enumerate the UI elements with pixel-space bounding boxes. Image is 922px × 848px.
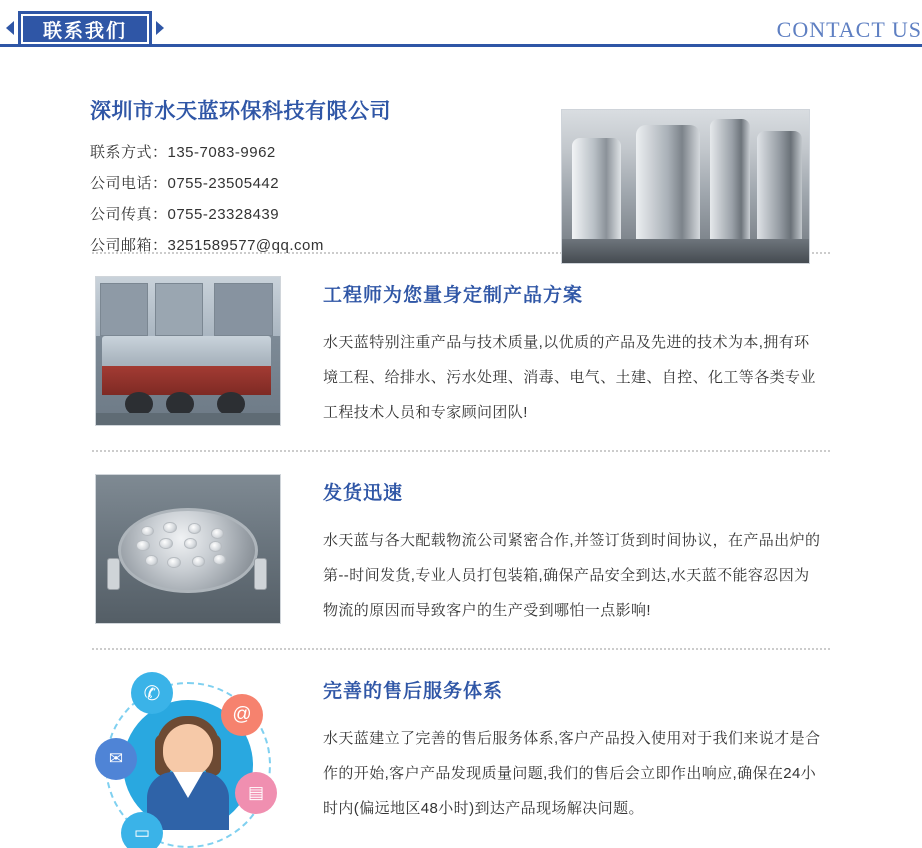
section-title-english: CONTACT US bbox=[776, 17, 922, 42]
feature-title: 工程师为您量身定制产品方案 bbox=[323, 285, 584, 306]
feature-title: 完善的售后服务体系 bbox=[323, 681, 504, 702]
company-contact-fax: 公司传真：0755-23328439 bbox=[90, 206, 280, 223]
feature-body bbox=[323, 672, 823, 848]
customer-service-illustration bbox=[95, 672, 281, 848]
company-info-block bbox=[0, 47, 922, 252]
company-contact-phone: 公司电话：0755-23505442 bbox=[90, 175, 280, 192]
company-name: 深圳市水天蓝环保科技有限公司 bbox=[90, 100, 391, 123]
chat-icon: ▭ bbox=[121, 812, 163, 848]
company-contact-mobile: 联系方式：135-7083-9962 bbox=[90, 144, 276, 161]
feature-text: 水天蓝建立了完善的售后服务体系,客户产品投入使用对于我们来说才是合作的开始,客户产品发现质量问题,我们的售后会立即作出响应,确保在24小时内(偏远地区48小时)到达产品现场解决问题。 bbox=[323, 730, 821, 817]
phone-icon: ✆ bbox=[131, 672, 173, 714]
filter-bag-grid bbox=[136, 522, 239, 578]
section-tab-contact[interactable] bbox=[18, 11, 152, 47]
feature-row-fast-delivery bbox=[0, 452, 922, 648]
agent-face bbox=[163, 724, 213, 776]
tab-arrow-left-icon bbox=[6, 21, 14, 35]
feature-body bbox=[323, 474, 823, 628]
company-contact-email: 公司邮箱：3251589577@qq.com bbox=[90, 237, 324, 254]
feature-row-after-sales bbox=[0, 650, 922, 848]
feature-text: 水天蓝与各大配载物流公司紧密合作,并签订货到时间协议，在产品出炉的第--时间发货,专业人员打包装箱,确保产品安全到达,水天蓝不能容忍因为物流的原因而导致客户的生产受到哪怕一点影响! bbox=[323, 532, 821, 619]
feature-title: 发货迅速 bbox=[323, 483, 404, 504]
company-text-column bbox=[90, 95, 540, 261]
mail-icon: ✉ bbox=[95, 738, 137, 780]
page-header bbox=[0, 0, 922, 47]
feature-row-custom-solution bbox=[0, 254, 922, 450]
feature-thumb-filter-tank bbox=[95, 474, 281, 624]
company-photo bbox=[561, 109, 810, 264]
feature-thumb-truck bbox=[95, 276, 281, 426]
at-icon: @ bbox=[221, 694, 263, 736]
document-icon: ▤ bbox=[235, 772, 277, 814]
section-tab-label: 联系我们 bbox=[42, 20, 127, 42]
feature-text: 水天蓝特别注重产品与技术质量,以优质的产品及先进的技术为本,拥有环境工程、给排水、污水处理、消毒、电气、土建、自控、化工等各类专业工程技术人员和专家顾问团队! bbox=[323, 334, 816, 421]
feature-body bbox=[323, 276, 823, 430]
tab-arrow-right-icon bbox=[156, 21, 164, 35]
